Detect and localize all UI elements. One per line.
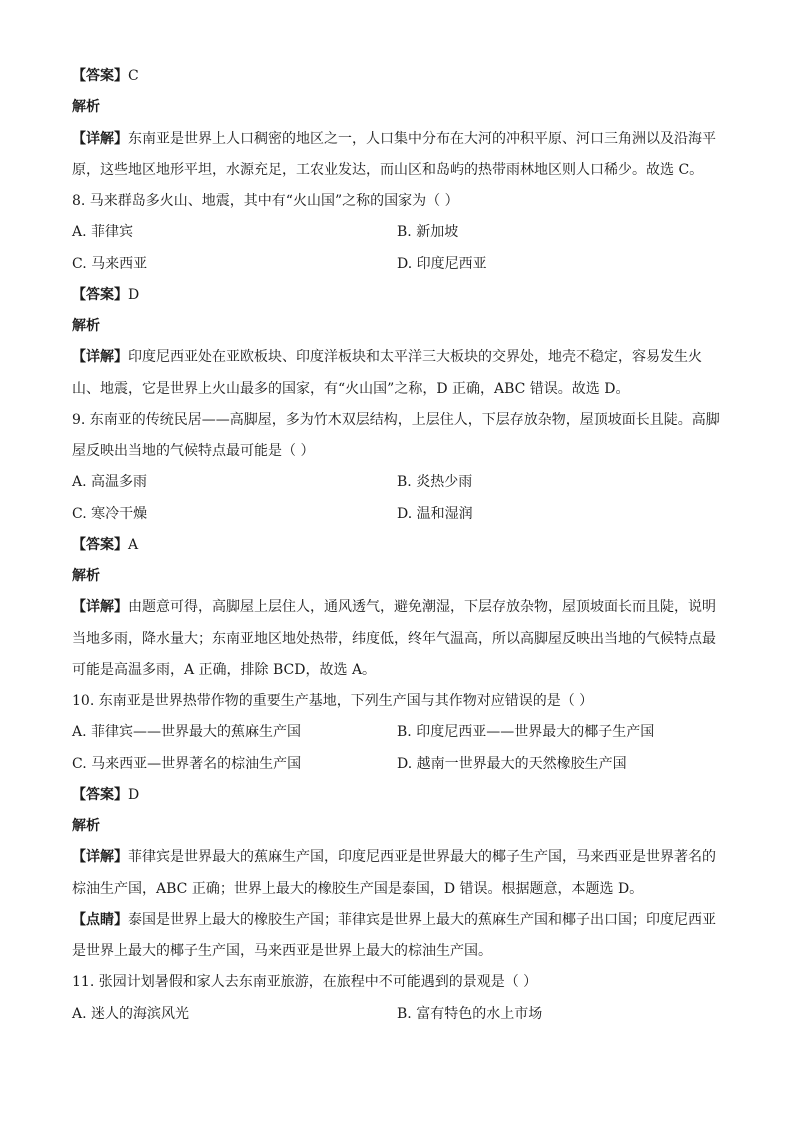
q10-analysis-heading: 解析 (72, 818, 100, 834)
q8-option-c: C. 马来西亚 (72, 256, 148, 272)
q11-option-b: B. 富有特色的水上市场 (397, 1006, 543, 1022)
q10-comment-cont: 是世界上最大的椰子生产国，马来西亚是世界上最大的棕油生产国。 (72, 943, 492, 959)
q9-detail: 【详解】由题意可得，高脚屋上层住人，通风透气，避免潮湿，下层存放杂物，屋顶坡面长而且陡，说明 (72, 599, 716, 615)
q10-answer: 【答案】D (72, 787, 140, 803)
q10-detail-cont: 棕油生产国，ABC 正确；世界上最大的橡胶生产国是泰国，D 错误。根据题意，本题选 D。 (72, 881, 644, 897)
q10-option-d: D. 越南一世界最大的天然橡胶生产国 (397, 756, 627, 772)
q7-answer: 【答案】C (72, 68, 139, 84)
q8-option-a: A. 菲律宾 (72, 224, 134, 240)
q8-question: 8. 马来群岛多火山、地震，其中有“火山国”之称的国家为（ ） (72, 193, 459, 209)
q9-option-a: A. 高温多雨 (72, 474, 148, 490)
q7-analysis-heading: 解析 (72, 99, 100, 115)
q8-option-d: D. 印度尼西亚 (397, 256, 487, 272)
q7-detail-cont: 原，这些地区地形平坦，水源充足，工农业发达，而山区和岛屿的热带雨林地区则人口稀少。故选 C。 (72, 162, 704, 178)
q10-question: 10. 东南亚是世界热带作物的重要生产基地，下列生产国与其作物对应错误的是（ ） (72, 693, 594, 709)
q10-comment: 【点睛】泰国是世界上最大的橡胶生产国；菲律宾是世界上最大的蕉麻生产国和椰子出口国；印度尼西亚 (72, 912, 716, 928)
q8-answer: 【答案】D (72, 287, 140, 303)
q9-question: 9. 东南亚的传统民居——高脚屋，多为竹木双层结构，上层住人，下层存放杂物，屋顶坡面长且陡。高脚 (72, 412, 720, 428)
q9-analysis-heading: 解析 (72, 568, 100, 584)
q8-option-b: B. 新加坡 (397, 224, 459, 240)
q9-detail-cont2: 可能是高温多雨，A 正确，排除 BCD，故选 A。 (72, 662, 377, 678)
q8-analysis-heading: 解析 (72, 318, 100, 334)
q7-detail: 【详解】东南亚是世界上人口稠密的地区之一，人口集中分布在大河的冲积平原、河口三角洲以及沿海平 (72, 131, 716, 147)
q10-option-a: A. 菲律宾——世界最大的蕉麻生产国 (72, 724, 302, 740)
q10-option-c: C. 马来西亚—世界著名的棕油生产国 (72, 756, 302, 772)
q10-detail: 【详解】菲律宾是世界最大的蕉麻生产国，印度尼西亚是世界最大的椰子生产国，马来西亚是世界著名的 (72, 849, 716, 865)
q9-question-cont: 屋反映出当地的气候特点最可能是（ ） (72, 443, 315, 459)
q11-option-a: A. 迷人的海滨风光 (72, 1006, 190, 1022)
q9-option-b: B. 炎热少雨 (397, 474, 473, 490)
q9-option-c: C. 寒冷干燥 (72, 506, 148, 522)
q10-option-b: B. 印度尼西亚——世界最大的椰子生产国 (397, 724, 655, 740)
q9-answer: 【答案】A (72, 537, 139, 553)
q9-detail-cont: 当地多雨，降水量大；东南亚地区地处热带，纬度低，终年气温高，所以高脚屋反映出当地的气候特点最 (72, 631, 716, 647)
q11-question: 11. 张园计划暑假和家人去东南亚旅游，在旅程中不可能遇到的景观是（ ） (72, 974, 538, 990)
q9-option-d: D. 温和湿润 (397, 506, 473, 522)
q8-detail-cont: 山、地震，它是世界上火山最多的国家，有“火山国”之称，D 正确，ABC 错误。故选 D。 (72, 381, 630, 397)
q8-detail: 【详解】印度尼西亚处在亚欧板块、印度洋板块和太平洋三大板块的交界处，地壳不稳定，容易发生火 (72, 349, 702, 365)
